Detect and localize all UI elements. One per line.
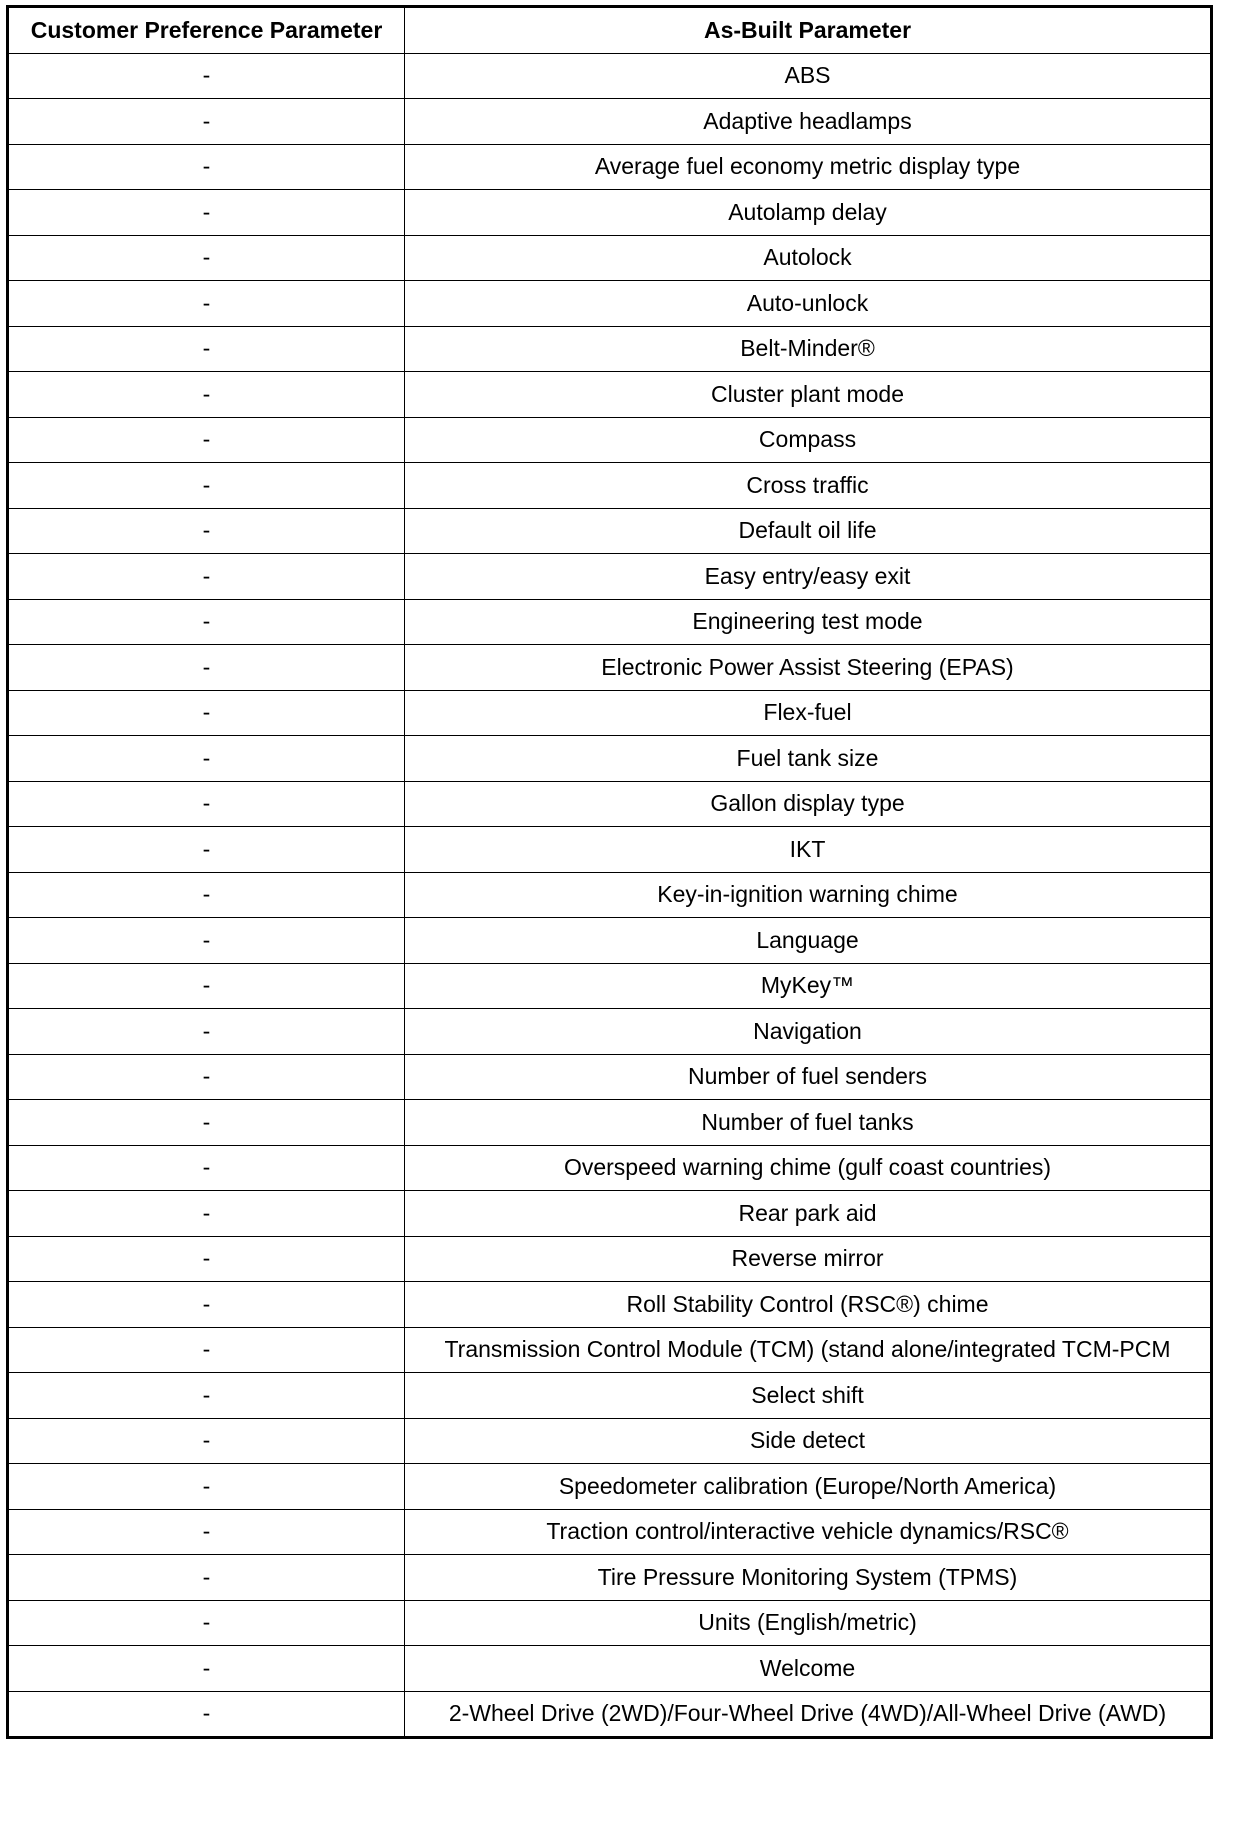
table-row (8, 1373, 1212, 1419)
table-row (8, 1282, 1212, 1328)
as-built-parameter-cell: Gallon display type (405, 781, 1212, 827)
customer-preference-cell: - (8, 53, 405, 99)
as-built-parameter-cell: Autolock (405, 235, 1212, 281)
customer-preference-cell: - (8, 190, 405, 236)
table-header-row (8, 7, 1212, 54)
as-built-parameter-cell: Belt-Minder® (405, 326, 1212, 372)
column-header-customer-preference: Customer Preference Parameter (8, 7, 405, 54)
as-built-parameter-cell: Adaptive headlamps (405, 99, 1212, 145)
table-row (8, 144, 1212, 190)
customer-preference-cell: - (8, 1327, 405, 1373)
table-row (8, 463, 1212, 509)
table-row (8, 918, 1212, 964)
customer-preference-cell: - (8, 417, 405, 463)
table-row (8, 53, 1212, 99)
table-row (8, 1054, 1212, 1100)
as-built-parameter-cell: Flex-fuel (405, 690, 1212, 736)
table-row (8, 372, 1212, 418)
customer-preference-cell: - (8, 1509, 405, 1555)
as-built-parameter-cell: Reverse mirror (405, 1236, 1212, 1282)
table-row (8, 781, 1212, 827)
customer-preference-cell: - (8, 1009, 405, 1055)
table-row (8, 281, 1212, 327)
table-row (8, 1009, 1212, 1055)
table-row (8, 1191, 1212, 1237)
as-built-parameter-cell: Auto-unlock (405, 281, 1212, 327)
table-row (8, 1236, 1212, 1282)
table-row (8, 1555, 1212, 1601)
as-built-parameter-cell: Fuel tank size (405, 736, 1212, 782)
table-row (8, 872, 1212, 918)
table-row (8, 235, 1212, 281)
table-row (8, 1100, 1212, 1146)
customer-preference-cell: - (8, 599, 405, 645)
customer-preference-cell: - (8, 1646, 405, 1692)
column-header-as-built: As-Built Parameter (405, 7, 1212, 54)
as-built-parameter-cell: Traction control/interactive vehicle dynamics/RSC® (405, 1509, 1212, 1555)
table-row (8, 1145, 1212, 1191)
table-row (8, 99, 1212, 145)
customer-preference-cell: - (8, 99, 405, 145)
customer-preference-cell: - (8, 1191, 405, 1237)
as-built-parameter-cell: Engineering test mode (405, 599, 1212, 645)
as-built-parameter-cell: Units (English/metric) (405, 1600, 1212, 1646)
customer-preference-cell: - (8, 645, 405, 691)
as-built-parameter-cell: Average fuel economy metric display type (405, 144, 1212, 190)
customer-preference-cell: - (8, 963, 405, 1009)
parameter-table (6, 5, 1213, 1739)
customer-preference-cell: - (8, 281, 405, 327)
table-row (8, 190, 1212, 236)
customer-preference-cell: - (8, 1145, 405, 1191)
as-built-parameter-cell: Electronic Power Assist Steering (EPAS) (405, 645, 1212, 691)
customer-preference-cell: - (8, 1418, 405, 1464)
table-row (8, 1646, 1212, 1692)
customer-preference-cell: - (8, 1555, 405, 1601)
as-built-parameter-cell: Welcome (405, 1646, 1212, 1692)
customer-preference-cell: - (8, 736, 405, 782)
as-built-parameter-cell: Autolamp delay (405, 190, 1212, 236)
customer-preference-cell: - (8, 144, 405, 190)
as-built-parameter-cell: Side detect (405, 1418, 1212, 1464)
as-built-parameter-cell: Number of fuel senders (405, 1054, 1212, 1100)
as-built-parameter-cell: Roll Stability Control (RSC®) chime (405, 1282, 1212, 1328)
as-built-parameter-cell: Select shift (405, 1373, 1212, 1419)
table-row (8, 1509, 1212, 1555)
as-built-parameter-cell: 2-Wheel Drive (2WD)/Four-Wheel Drive (4WD)/All-Wheel Drive (AWD) (405, 1691, 1212, 1738)
table-row (8, 963, 1212, 1009)
table-row (8, 1464, 1212, 1510)
customer-preference-cell: - (8, 1600, 405, 1646)
table-row (8, 645, 1212, 691)
table-row (8, 599, 1212, 645)
table-row (8, 554, 1212, 600)
customer-preference-cell: - (8, 1691, 405, 1738)
customer-preference-cell: - (8, 235, 405, 281)
as-built-parameter-cell: Cross traffic (405, 463, 1212, 509)
as-built-parameter-cell: Key-in-ignition warning chime (405, 872, 1212, 918)
table-row (8, 736, 1212, 782)
as-built-parameter-cell: MyKey™ (405, 963, 1212, 1009)
customer-preference-cell: - (8, 1236, 405, 1282)
customer-preference-cell: - (8, 1373, 405, 1419)
as-built-parameter-cell: Tire Pressure Monitoring System (TPMS) (405, 1555, 1212, 1601)
customer-preference-cell: - (8, 1054, 405, 1100)
as-built-parameter-cell: IKT (405, 827, 1212, 873)
as-built-parameter-cell: Cluster plant mode (405, 372, 1212, 418)
table-row (8, 1691, 1212, 1738)
as-built-parameter-cell: Navigation (405, 1009, 1212, 1055)
as-built-parameter-cell: Transmission Control Module (TCM) (stand alone/integrated TCM-PCM (405, 1327, 1212, 1373)
customer-preference-cell: - (8, 781, 405, 827)
customer-preference-cell: - (8, 1282, 405, 1328)
table-row (8, 508, 1212, 554)
customer-preference-cell: - (8, 690, 405, 736)
table-row (8, 417, 1212, 463)
table-row (8, 827, 1212, 873)
customer-preference-cell: - (8, 827, 405, 873)
table-row (8, 1418, 1212, 1464)
table-row (8, 326, 1212, 372)
table-row (8, 1600, 1212, 1646)
customer-preference-cell: - (8, 326, 405, 372)
customer-preference-cell: - (8, 872, 405, 918)
as-built-parameter-cell: Rear park aid (405, 1191, 1212, 1237)
table-row (8, 1327, 1212, 1373)
as-built-parameter-cell: Overspeed warning chime (gulf coast countries) (405, 1145, 1212, 1191)
as-built-parameter-cell: Easy entry/easy exit (405, 554, 1212, 600)
customer-preference-cell: - (8, 554, 405, 600)
as-built-parameter-cell: Speedometer calibration (Europe/North America) (405, 1464, 1212, 1510)
table-row (8, 690, 1212, 736)
as-built-parameter-cell: Language (405, 918, 1212, 964)
customer-preference-cell: - (8, 1464, 405, 1510)
customer-preference-cell: - (8, 1100, 405, 1146)
customer-preference-cell: - (8, 918, 405, 964)
as-built-parameter-cell: Default oil life (405, 508, 1212, 554)
as-built-parameter-cell: ABS (405, 53, 1212, 99)
as-built-parameter-cell: Number of fuel tanks (405, 1100, 1212, 1146)
table-body (8, 53, 1212, 1738)
customer-preference-cell: - (8, 372, 405, 418)
customer-preference-cell: - (8, 508, 405, 554)
customer-preference-cell: - (8, 463, 405, 509)
as-built-parameter-cell: Compass (405, 417, 1212, 463)
